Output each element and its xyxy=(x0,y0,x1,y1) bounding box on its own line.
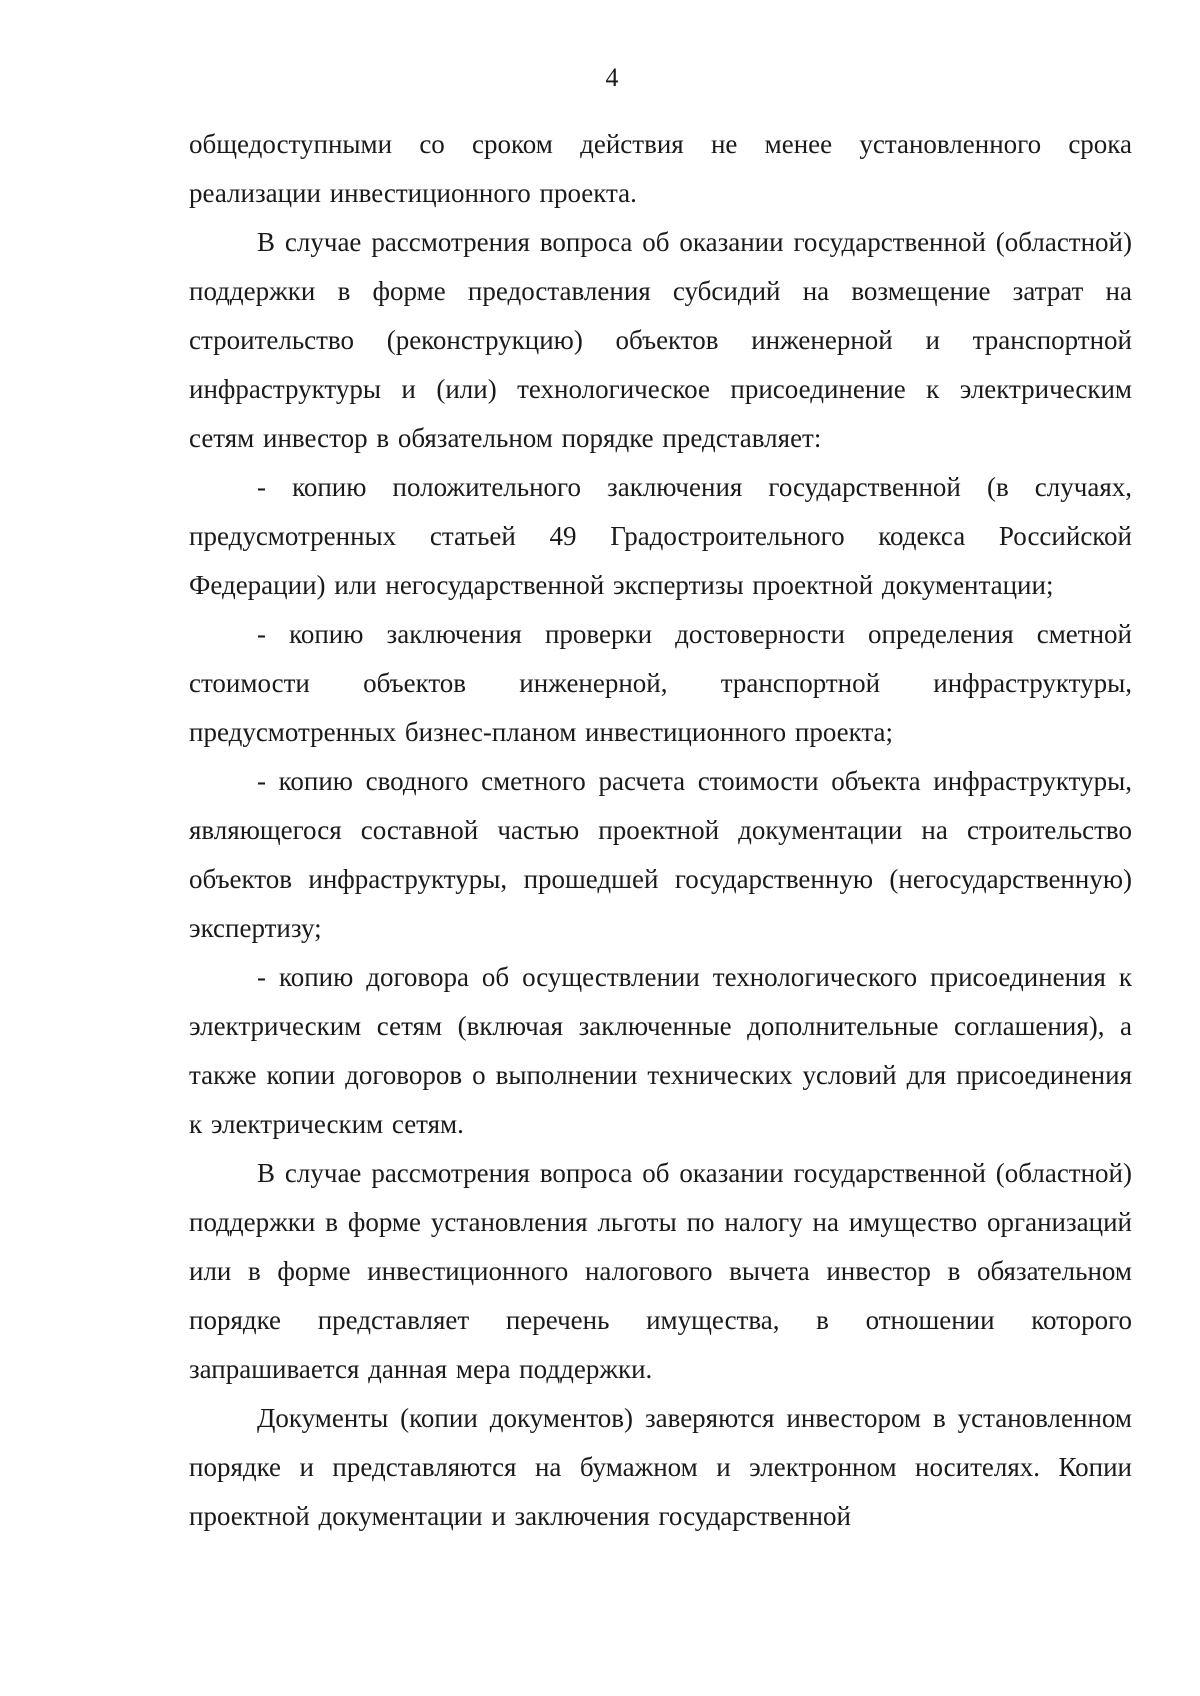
list-item-connection-contract: - копию договора об осуществлении технологического присоединения к электрическим сетям (включая заключенные дополнительные соглашения), а также копии договоров о выполнении технических условий для присоединения к электрическим сетям. xyxy=(189,962,1132,1139)
paragraph-subsidy-case: В случае рассмотрения вопроса об оказании государственной (областной) поддержки в форме предоставления субсидий на возмещение затрат на строительство (реконструкцию) объектов инженерной и транспортной инфраструктуры и (или) технологическое присоединение к электрическим сетям инвестор в обязательном порядке представляет: xyxy=(189,227,1132,453)
document-body xyxy=(189,120,1132,1541)
paragraph-tax-benefit-case: В случае рассмотрения вопроса об оказании государственной (областной) поддержки в форме установления льготы по налогу на имущество организаций или в форме инвестиционного налогового вычета инвестор в обязательном порядке представляет перечень имущества, в отношении которого запрашивается данная мера поддержки. xyxy=(189,1158,1132,1384)
list-item-expertise-copy: - копию положительного заключения государственной (в случаях, предусмотренных статьей 49 Градостроительного кодекса Российской Федерации) или негосударственной экспертизы проектной документации; xyxy=(189,472,1132,600)
paragraph-continuation: общедоступными со сроком действия не менее установленного срока реализации инвестиционного проекта. xyxy=(189,129,1132,208)
list-item-estimate-verification: - копию заключения проверки достоверности определения сметной стоимости объектов инженерной, транспортной инфраструктуры, предусмотренных бизнес-планом инвестиционного проекта; xyxy=(189,619,1132,747)
paragraph-documents-certification: Документы (копии документов) заверяются инвестором в установленном порядке и представляются на бумажном и электронном носителях. Копии проектной документации и заключения государственной xyxy=(189,1403,1132,1531)
page-number: 4 xyxy=(605,63,619,92)
list-item-summary-estimate: - копию сводного сметного расчета стоимости объекта инфраструктуры, являющегося составной частью проектной документации на строительство объектов инфраструктуры, прошедшей государственную (негосударственную) экспертизу; xyxy=(189,766,1132,943)
